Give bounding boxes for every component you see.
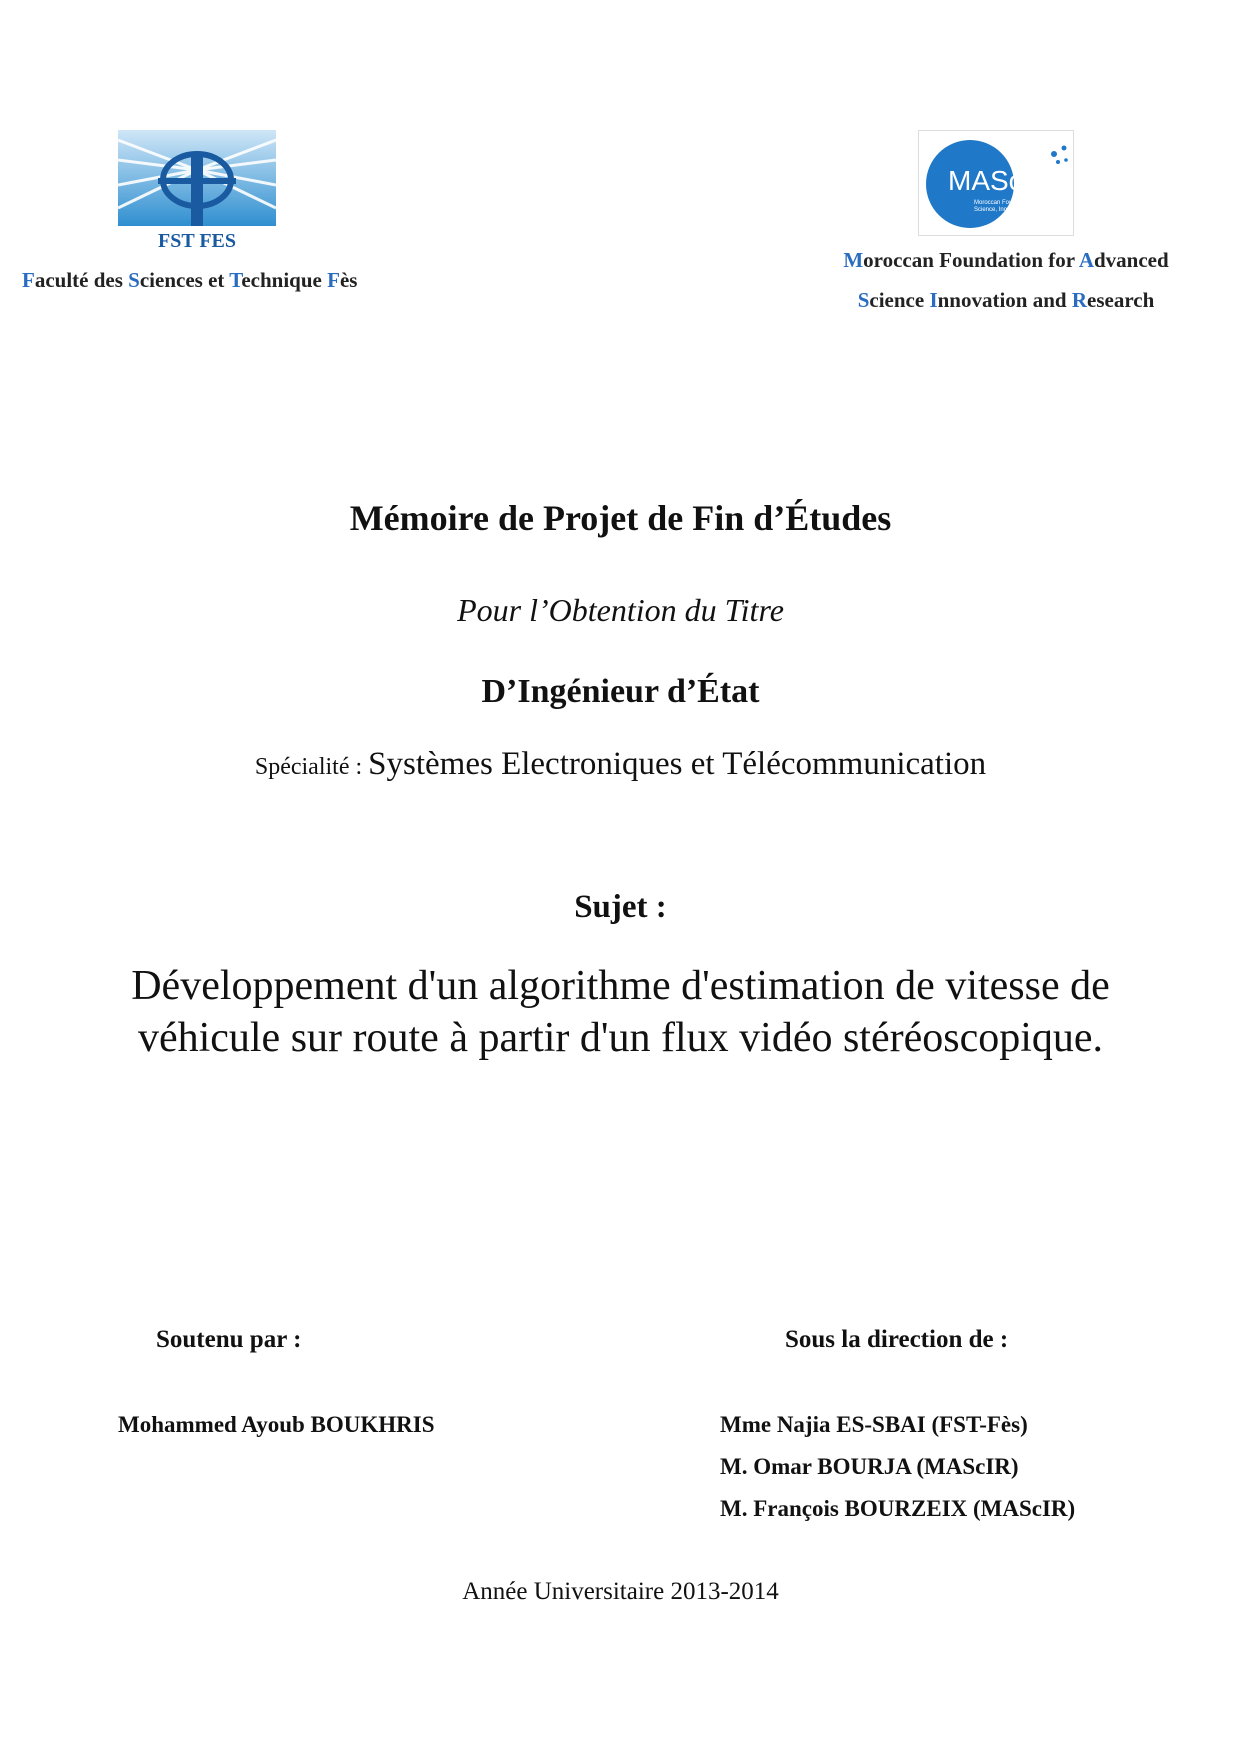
mascir-caption-line-2: Science Innovation and Research: [857, 288, 1155, 312]
specialite-label: Spécialité :: [254, 754, 369, 780]
mascir-logo-text: MAScIR: [948, 165, 1051, 196]
supervisor-item: M. François BOURZEIX (MAScIR): [720, 1496, 1076, 1521]
svg-text:Moroccan Foundation for Advanc: Moroccan Foundation for Advanced: [974, 200, 1069, 206]
supervisor-item: Mme Najia ES-SBAI (FST-Fès): [720, 1412, 1028, 1437]
obtention-subtitle: Pour l’Obtention du Titre: [457, 592, 784, 628]
mascir-logo: [918, 130, 1074, 236]
fst-logo-text: FST FES: [158, 230, 236, 252]
degree-title: D’Ingénieur d’État: [481, 673, 760, 710]
fst-fes-logo: [118, 130, 276, 252]
soutenu-label: Soutenu par :: [156, 1326, 302, 1353]
svg-text:Science, Innovation and Resear: Science, Innovation and Research: [974, 207, 1066, 213]
memoire-title: Mémoire de Projet de Fin d’Études: [349, 498, 892, 538]
direction-label: Sous la direction de :: [785, 1326, 1009, 1353]
sujet-label: Sujet :: [574, 889, 667, 925]
specialite-line: [0, 746, 1241, 783]
fst-caption: Faculté des Sciences et Technique Fès: [22, 268, 358, 292]
student-name: Mohammed Ayoub BOUKHRIS: [118, 1412, 435, 1437]
sujet-text: Développement d'un algorithme d'estimation de vitesse de véhicule sur route à partir d'un flux vidéo stéréoscopique.: [131, 963, 1110, 1061]
mascir-caption-line-1: Moroccan Foundation for Advanced: [843, 248, 1169, 272]
academic-year: Année Universitaire 2013-2014: [462, 1578, 779, 1605]
supervisor-item: M. Omar BOURJA (MAScIR): [720, 1454, 1019, 1479]
specialite-value: Systèmes Electroniques et Télécommunication: [368, 746, 987, 782]
